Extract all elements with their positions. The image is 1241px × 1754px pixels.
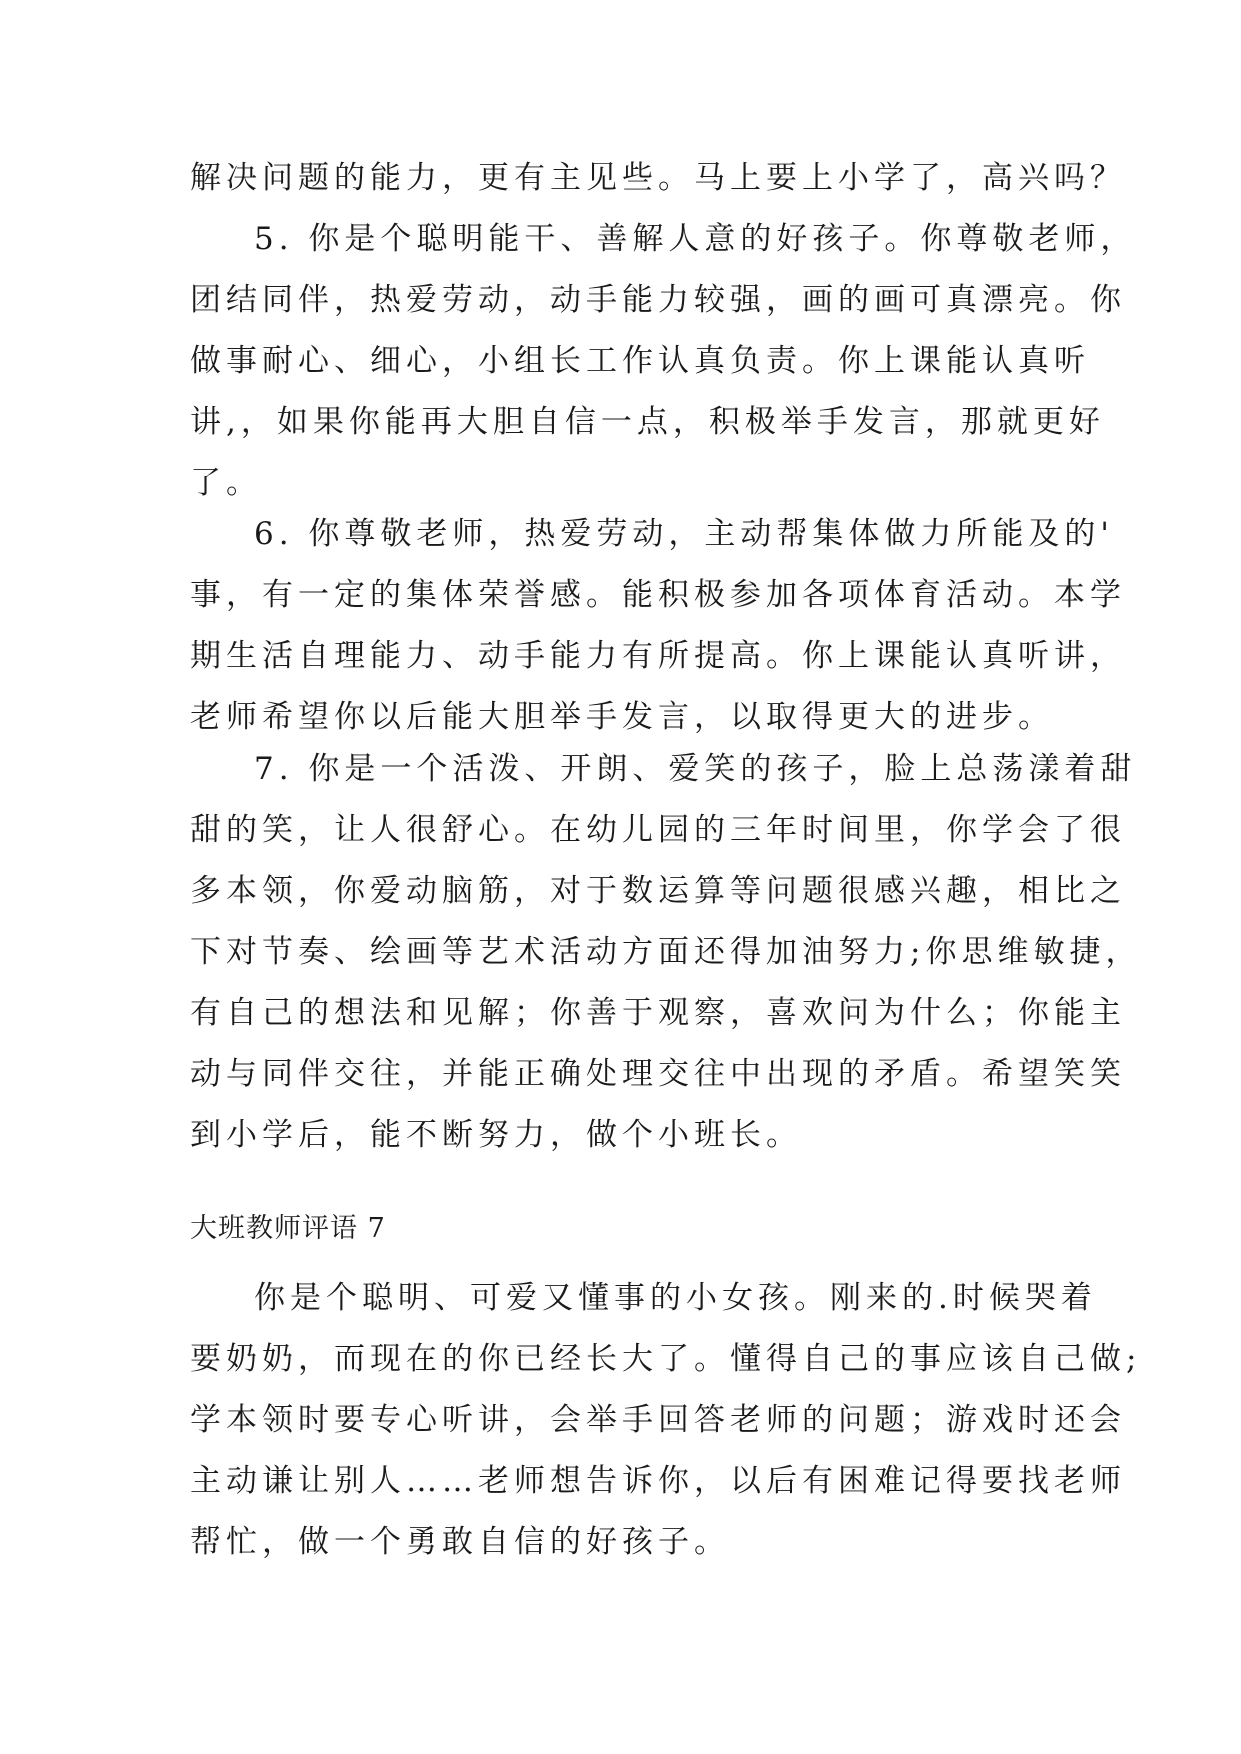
paragraph-line: 主动谦让别人……老师想告诉你，以后有困难记得要找老师 [190,1463,1126,1499]
paragraph-line: 下对节奏、绘画等艺术活动方面还得加油努力;你思维敏捷， [190,934,1142,970]
paragraph-line: 6. 你尊敬老师，热爱劳动，主动帮集体做力所能及的' [254,516,1114,552]
paragraph-line: 要奶奶，而现在的你已经长大了。懂得自己的事应该自己做; [190,1341,1142,1377]
paragraph-line: 了。 [190,465,262,501]
comment-paragraph-6 [190,504,1126,748]
paragraph-line: 有自己的想法和见解；你善于观察，喜欢问为什么；你能主 [190,995,1126,1031]
paragraph-line: 7. 你是一个活泼、开朗、爱笑的孩子，脸上总荡漾着甜 [254,751,1137,787]
paragraph-line: 多本领，你爱动脑筋，对于数运算等问题很感兴趣，相比之 [190,873,1126,909]
continuation-paragraph [190,148,1126,209]
section-heading-block [190,1209,386,1249]
paragraph-line: 做事耐心、细心，小组长工作认真负责。你上课能认真听 [190,343,1090,379]
paragraph-line: 你是个聪明、可爱又懂事的小女孩。刚来的.时候哭着 [254,1280,1097,1316]
comment-paragraph-5 [190,209,1136,514]
paragraph-line: 讲,，如果你能再大胆自信一点，积极举手发言，那就更好 [190,404,1105,440]
paragraph-line: 解决问题的能力，更有主见些。马上要上小学了，高兴吗？ [190,160,1126,196]
paragraph-line: 甜的笑，让人很舒心。在幼儿园的三年时间里，你学会了很 [190,812,1126,848]
section-paragraph [190,1268,1141,1573]
comment-paragraph-7 [190,739,1141,1166]
paragraph-line: 5. 你是个聪明能干、善解人意的好孩子。你尊敬老师， [254,221,1137,257]
paragraph-line: 动与同伴交往，并能正确处理交往中出现的矛盾。希望笑笑 [190,1056,1126,1092]
paragraph-line: 老师希望你以后能大胆举手发言，以取得更大的进步。 [190,699,1054,735]
paragraph-line: 团结同伴，热爱劳动，动手能力较强，画的画可真漂亮。你 [190,282,1126,318]
paragraph-line: 帮忙，做一个勇敢自信的好孩子。 [190,1524,730,1560]
section-heading: 大班教师评语 7 [190,1213,386,1244]
paragraph-line: 到小学后，能不断努力，做个小班长。 [190,1117,802,1153]
paragraph-line: 事，有一定的集体荣誉感。能积极参加各项体育活动。本学 [190,577,1126,613]
paragraph-line: 期生活自理能力、动手能力有所提高。你上课能认真听讲， [190,638,1126,674]
paragraph-line: 学本领时要专心听讲，会举手回答老师的问题；游戏时还会 [190,1402,1126,1438]
